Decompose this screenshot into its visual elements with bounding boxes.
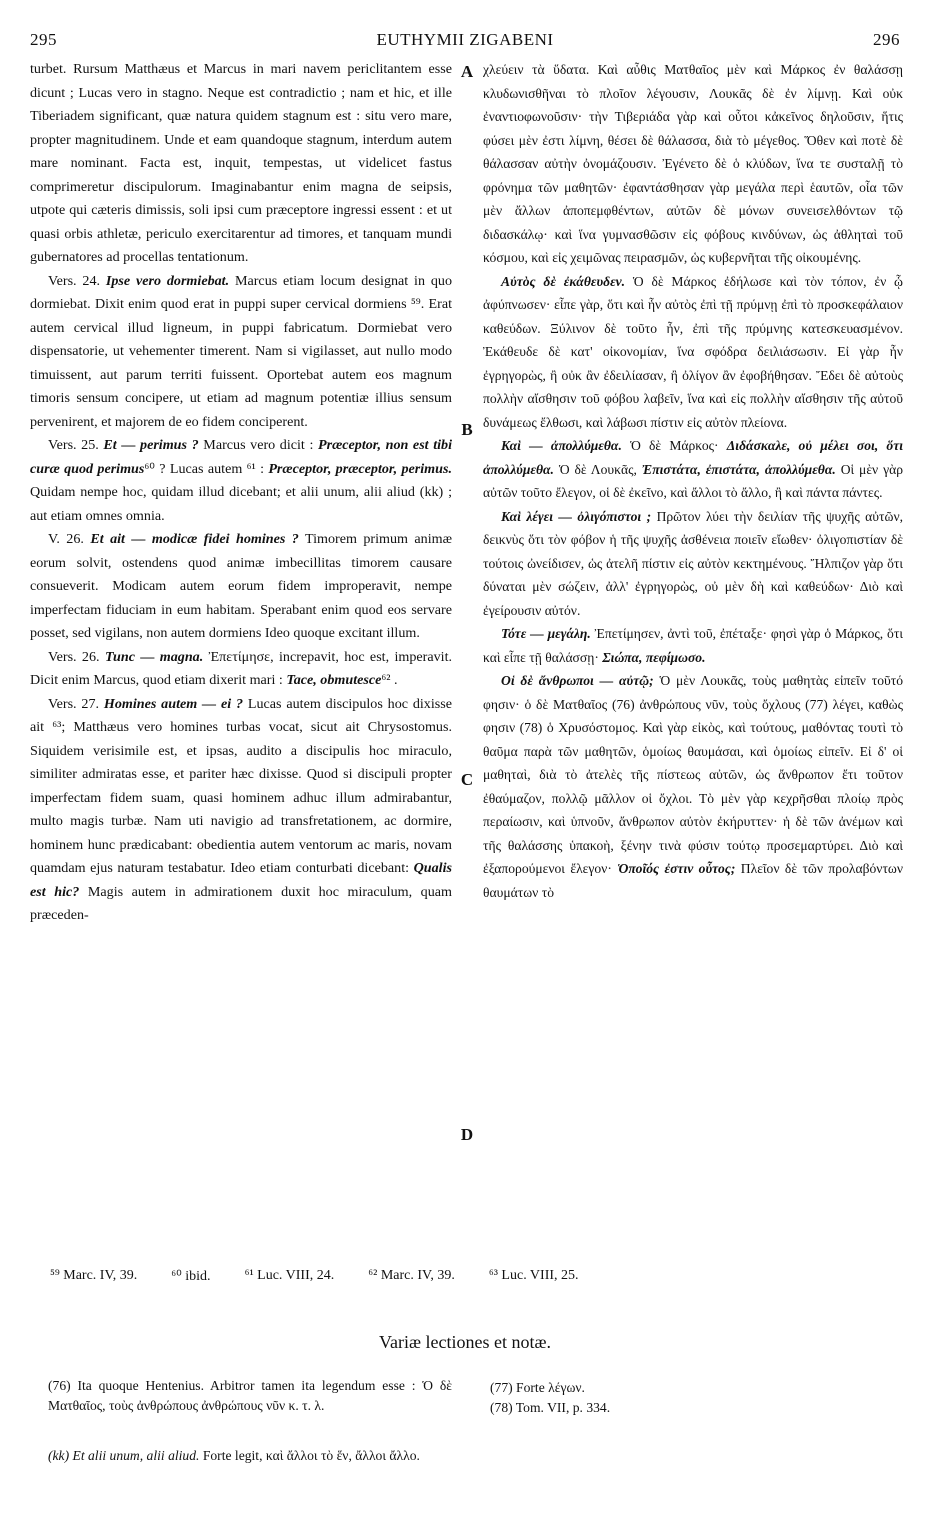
section-marker-d: D [460, 1125, 474, 1144]
greek-paragraph: Τότε — μεγάλη. Ἐπετίμησεν, ἀντὶ τοῦ, ἐπέταξε· φησὶ γὰρ ὁ Μάρκος, ὅτι καὶ εἶπε τῇ θαλάσσῃ· Σιώπα, πεφίμωσο. [483, 626, 903, 665]
greek-paragraph: Οἱ δὲ ἄνθρωποι — αὐτῷ; Ὁ μὲν Λουκᾶς, τοὺς μαθητὰς εἰπεῖν τοῦτό φησιν· ὁ δὲ Ματθαῖος (76) ἀνθρώπους νῦν, τοὺς ὄχλους (77) λέγει, καθὼς φησιν (78) ὁ Χρυσόστομος. Καὶ γὰρ εἰκὸς, καὶ τούτους, μαθόντας τουτὶ τὸ θαῦμα παρὰ τῶν μαθητῶν, ὁμοίως θαυμάσαι, καὶ ὁμοίως εἰπεῖν. Εἰ δ' οἱ μαθηταὶ, διὰ τὸ ἀτελὲς τῆς πίστεως αὐτῶν, ὡς ἄνθρωπον ἔτι τοῦτον ἐθαύμαζον, πολλῷ μᾶλλον οἱ ὄχλοι. Τὸ μὲν γὰρ κεχρῆσθαι πλοίῳ πρὸς περαίωσιν, καὶ ὑπνοῦν, ἄνθρωπον αὐτὸν ἐκήρυττεν· ἡ δὲ τῶν ἀνέμων καὶ τῆς θαλάσσης ὑπακοὴ, ξένην τινὰ φύσιν τούτῳ προσεμαρτύρει. Διὸ καὶ ἐξαπορούμενοι ἔλεγον· Ὁποῖός ἐστιν οὗτος; Πλεῖον δὲ τῶν προλαβόντων θαυμάτων τὸ [483, 673, 903, 900]
section-marker-a: A [460, 62, 474, 81]
greek-paragraph: Καὶ — ἀπολλύμεθα. Ὁ δὲ Μάρκος· Διδάσκαλε, οὐ μέλει σοι, ὅτι ἀπολλύμεθα. Ὁ δὲ Λουκᾶς, Ἐπιστάτα, ἐπιστάτα, ἀπολλύμεθα. Οἱ μὲν γὰρ αὐτῶν τοῦτο ἔλεγον, οἱ δὲ ἐκεῖνο, καὶ ἄλλοι τὸ ἄλλο, ἢ καὶ πάντα πάντες. [483, 438, 903, 500]
page-number-right: 296 [873, 30, 900, 49]
section-marker-b: B [461, 420, 473, 439]
note-76: (76) Ita quoque Hentenius. Arbitror tamen ita legendum esse : Ὁ δὲ Ματθαῖος, τοὺς ἀνθρώπους ἀνθρώπους νῦν κ. τ. λ. [48, 1378, 452, 1413]
latin-paragraph: Vers. 24. Ipse vero dormiebat. Marcus etiam locum designat in quo dormiebat. Dixit enim quod erat in puppi super cervical dormiens ⁵⁹. Erat autem cervical illud ligneum, in puppi fabricatum. Dormiebat vero dispensatorie, ut vehementer timerent. Nam si vigilasset, aut nullo modo timuissent, aut parum territi fuissent. Oportebat autem eos magnum timoris sensum concipere, ut etiam ad magnum potentiæ illius sensum pervenirent, et majorem de eo fidem conciperent. [30, 272, 452, 430]
greek-paragraph: χλεύειν τὰ ὕδατα. Καὶ αὖθις Ματθαῖος μὲν καὶ Μάρκος ἐν θαλάσσῃ κλυδωνισθῆναι τὸ πλοῖον λέγουσιν, Λουκᾶς δὲ ἐν λίμνῃ. Καὶ οὐκ ἐναντιοφωνοῦσιν· τὴν Τιβεριάδα γὰρ καὶ οὗτοι κἀκεῖνος δηλοῦσιν, ἥτις φύσει μὲν ἐστι λίμνη, θέσει δὲ θάλασσα, διὰ τὸ μέγεθος. Ὅθεν καὶ ποτὲ δὲ θάλασσαν αὐτὴν ὀνομάζουσιν. Ἐγένετο δὲ ὁ κλύδων, ἵνα τε συσταλῇ τὸ φρόνημα τῶν μαθητῶν· ἐφαντάσθησαν γὰρ μεγάλα περὶ ἑαυτῶν, οἷα τῶν μὲν ἄλλων ἀποπεμφθέντων, αὐτῶν δὲ μόνων συνεισελθόντων τῷ διδασκάλῳ· καὶ ἵνα γυμνασθῶσιν εἰς φόβους κινδύνων, ὡς ἀθληταὶ τοῦ κόσμου, καὶ εἰς χειμῶνας πειρασμῶν, ὡς κυβερνῆται τῆς οἰκουμένης. [483, 62, 903, 265]
greek-paragraph: Καὶ λέγει — ὀλιγόπιστοι ; Πρῶτον λύει τὴν δειλίαν τῆς ψυχῆς αὐτῶν, δεικνὺς ὅτι τὸν φόβον ἡ τῆς ψυχῆς ἀσθένεια ποιεῖν εἴωθεν· ὀλιγοπιστίαν δὲ τούτοις ὠνείδισεν, ὡς ἀτελῆ πίστιν εἰς αὐτὸν κεκτημένους. Ἤλπιζον γὰρ ὅτι δύναται μὲν σώζειν, ἀλλ' ἐγρηγορὼς, οὐ μὲν δὴ καὶ καθεύδων· Διὸ καὶ ἐγείρουσιν αὐτόν. [483, 508, 903, 618]
note-78: (78) Tom. VII, p. 334. [490, 1400, 611, 1415]
note-kk [48, 1446, 900, 1466]
footnotes [50, 1268, 900, 1285]
latin-paragraph: turbet. Rursum Matthæus et Marcus in mari navem periclitantem esse dicunt ; Lucas vero in stagno. Neque est contradictio ; nam et hic, et ille Tiberiadem significant, quæ natura quidem stagnum est : situ vero mare, propter magnitudinem. Unde et eam quandoque stagnum, interdum autem mare nominant. Facta est, inquit, tempestas, ut videlicet fastus comprimeretur discipulorum. Imaginabantur enim magna de seipsis, utpote qui cæteris dimissis, soli ipsi cum præceptore ingressi essent : et ut quasi orbis athletæ, periculo exercitarentur ad timores, et tanquam mundi gubernatores ad procellas tentationum. [30, 61, 452, 265]
page-number-left: 295 [30, 30, 57, 49]
latin-paragraph: V. 26. Et ait — modicæ fidei homines ? Timorem primum animæ eorum solvit, ostendens quod animæ imbecillitas timorem causare consueverit. Modicam autem eorum fidem improperavit, nempe imperfectam fiduciam in eum habitam. Sperabant enim quod eos servare posset, sed vigilans, non autem dormiens Ideo quoque excitant illum. [30, 531, 452, 641]
footnote: ⁶² Marc. IV, 39. [368, 1268, 455, 1283]
notes-right [490, 1378, 890, 1418]
section-marker-c: C [460, 770, 474, 789]
note-kk-label: (kk) [48, 1448, 70, 1463]
latin-column [30, 58, 452, 1238]
latin-paragraph: Vers. 27. Homines autem — ei ? Lucas autem discipulos hoc dixisse ait ⁶³; Matthæus vero homines turbas vocat, sicut ait Chrysostomus. Siquidem verisimile est, et ipsas, audito a discipulis hoc miraculo, similiter admiratas esse, et pariter hæc dixisse. Quod si discipuli propter imperfectam fidem suam, quasi hominem adhuc illum admirabantur, multo magis turbæ. Nam uti navigio ad transfretationem, ac dormire, hominem hunc prædicabant: obedientia autem ventorum ac maris, novam quamdam ejus naturam testabatur. Ideo etiam conturbati dicebant: Qualis est hic? Magis autem in admirationem duxit hoc miraculum, quam præceden- [30, 695, 452, 923]
greek-paragraph: Αὐτὸς δὲ ἐκάθευδεν. Ὁ δὲ Μάρκος ἐδήλωσε καὶ τὸν τόπον, ἐν ᾧ ἀφύπνωσεν· εἶπε γὰρ, ὅτι καὶ ἦν αὐτὸς ἐπὶ τῇ πρύμνῃ ἐπὶ τὸ προσκεφάλαιον καθεύδων. Ξύλινον δὲ τοῦτο ἦν, ἐπὶ τῆς πρύμνης κατεσκευασμένον. Ἐκάθευδε δὲ κατ' οἰκονομίαν, ἵνα σφόδρα δειλιάσωσιν. Εἰ γὰρ ἦν ἐγρηγορὼς, ἢ οὐκ ἂν ἐδειλίασαν, ἢ ὀλίγον ἂν ἐφοβήθησαν. Ἔδει δὲ αὐτοὺς πολλὴν αἴσθησιν τοῦ φόβου λαβεῖν, ἵνα καὶ εἰς πολλὴν αἴσθησιν τῆς αὐτοῦ δυνάμεως ἔλθωσι, καὶ λάβωσι πίστιν εἰς αὐτὸν πλείονα. [483, 273, 903, 430]
note-kk-text: Forte legit, καὶ ἄλλοι τὸ ἕν, ἄλλοι ἄλλο. [202, 1448, 420, 1463]
running-title: EUTHYMII ZIGABENI [376, 30, 554, 49]
variae-title: Variæ lectiones et notæ. [379, 1332, 551, 1352]
footnote: ⁶³ Luc. VIII, 25. [488, 1268, 579, 1283]
footnote: ⁵⁹ Marc. IV, 39. [50, 1268, 138, 1283]
greek-column [483, 58, 903, 1238]
latin-paragraph: Vers. 26. Tunc — magna. Ἐπετίμησε, increpavit, hoc est, imperavit. Dicit enim Marcus, quod etiam dixerit mari : Tace, obmutesce⁶² . [30, 648, 452, 688]
footnote: ⁶¹ Luc. VIII, 24. [244, 1268, 335, 1283]
note-kk-lemma: Et alii unum, alii aliud. [72, 1448, 200, 1463]
footnote: ⁶⁰ ibid. [171, 1269, 211, 1284]
latin-paragraph: Vers. 25. Et — perimus ? Marcus vero dicit : Præceptor, non est tibi curæ quod perimus⁶⁰ ? Lucas autem ⁶¹ : Præceptor, præceptor, perimus. Quidam nempe hoc, quidam illud dicebant; et alii unum, alii aliud (kk) ; aut etiam omnes omnia. [30, 437, 452, 524]
note-77: (77) Forte λέγων. [490, 1380, 585, 1395]
running-header [30, 30, 900, 56]
